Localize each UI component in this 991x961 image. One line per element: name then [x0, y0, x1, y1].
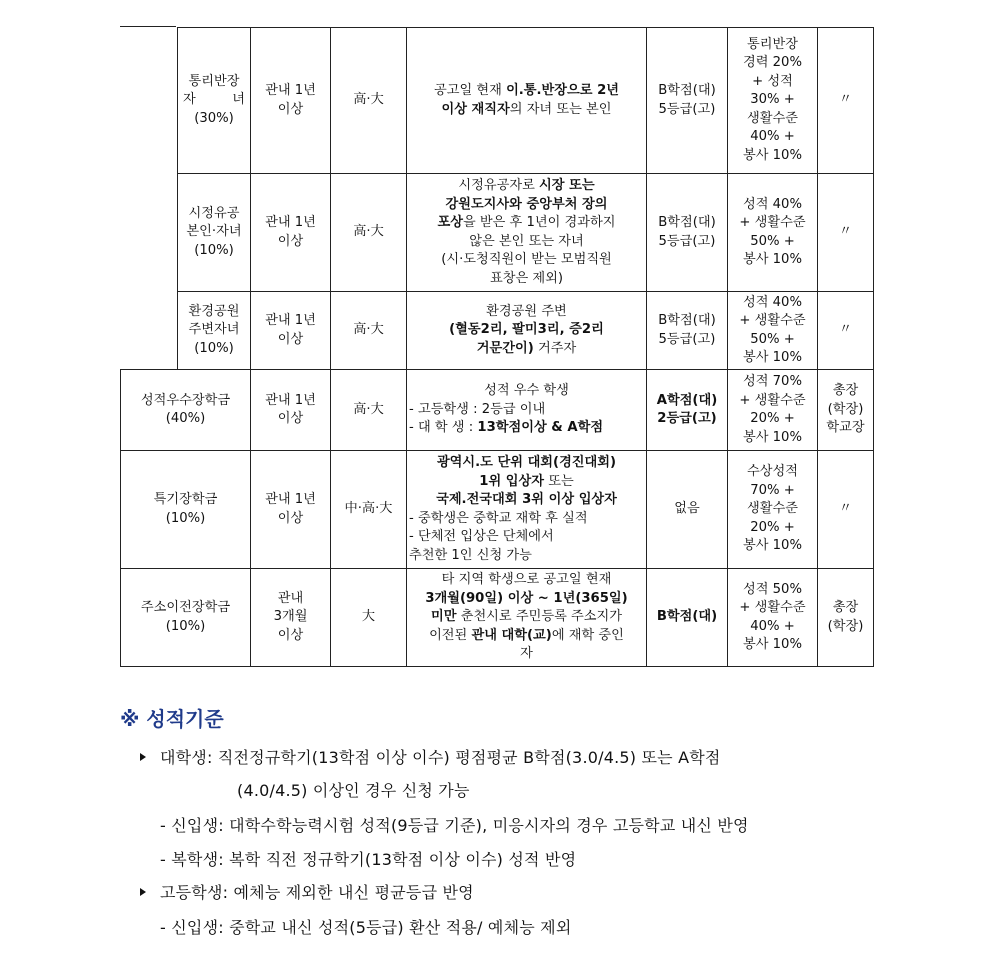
criteria-line: [409, 214, 644, 233]
grade_lines-line: 5등급(고): [658, 233, 716, 249]
note-highschool: 고등학생: 예체능 제외한 내신 평균등급 반영: [140, 880, 474, 903]
triangle-bullet-icon: [140, 888, 146, 896]
table-row: [121, 569, 874, 667]
criteria-line: [409, 321, 644, 340]
grade-requirement: [647, 292, 728, 370]
recommender_lines-line: 〃: [838, 92, 853, 108]
selection_lines-line: 40% +: [750, 618, 795, 634]
eligibility_lines-line: 관내 1년: [265, 492, 316, 507]
criteria-text: 성적 우수 학생: [484, 383, 569, 399]
name_lines-line: 주변자녀: [188, 322, 240, 338]
recommender: [818, 451, 874, 569]
name_lines-line: 환경공원: [188, 303, 240, 319]
recommender_lines-line: (학장): [827, 401, 864, 417]
criteria-text: 이상 재직자: [441, 101, 510, 117]
name_lines-part: 녀: [232, 92, 245, 108]
grade_lines-line: 2등급(고): [657, 411, 717, 426]
criteria-text: 타 지역 학생으로 공고일 현재: [441, 572, 612, 588]
selection_lines-line: 봉사 10%: [743, 252, 802, 267]
eligibility_lines-line: 이상: [277, 331, 304, 347]
selection_lines-line: 경력 20%: [743, 55, 802, 71]
selection_lines-line: 봉사 10%: [743, 429, 802, 445]
recommender_lines-line: 학교장: [826, 420, 865, 436]
recommender_lines-line: 〃: [838, 224, 853, 240]
category-group-spacer: [121, 292, 178, 370]
criteria-text: 공고일 현재: [433, 83, 507, 98]
selection_lines-line: 봉사 10%: [743, 538, 802, 554]
eligibility: [251, 28, 331, 174]
selection_lines-line: + 생활수준: [739, 600, 806, 615]
criteria-text: 포상: [437, 215, 463, 230]
selection_lines-line: 생활수준: [747, 110, 798, 126]
grade_lines-line: B학점(대): [656, 609, 718, 625]
criteria-line: [409, 645, 644, 664]
selection_lines-line: + 생활수준: [739, 392, 806, 408]
target-level: 高·大: [331, 28, 407, 174]
criteria-text: - 단체전 입상은 단체에서: [409, 529, 554, 544]
criteria: [407, 292, 647, 370]
selection_lines-line: 봉사 10%: [743, 147, 802, 163]
criteria-line: [409, 382, 644, 401]
scholarship-name: [121, 569, 251, 667]
criteria-line: [409, 303, 644, 322]
scholarship-name: [121, 451, 251, 569]
criteria-line: [409, 270, 644, 289]
name_lines-line: 본인·자녀: [186, 224, 242, 240]
criteria-line: [409, 510, 644, 529]
eligibility: [251, 292, 331, 370]
grade-requirement: [647, 174, 728, 292]
name_lines-line: (10%): [194, 242, 234, 258]
criteria-line: [409, 196, 644, 215]
recommender: [818, 370, 874, 451]
criteria-text: 자: [520, 646, 533, 662]
criteria-line: [409, 473, 644, 492]
name_lines-line: (10%): [165, 618, 206, 634]
criteria-text: 관내 대학(교): [471, 627, 552, 643]
scholarship-name: [121, 370, 251, 451]
grade-requirement: [647, 569, 728, 667]
table-row: [121, 451, 874, 569]
note-university-returning: - 복학생: 복학 직전 정규학기(13학점 이상 이수) 성적 반영: [160, 850, 577, 869]
scholarship-name: [178, 174, 251, 292]
eligibility_lines-line: 관내 1년: [265, 215, 316, 230]
target-level: 高·大: [331, 370, 407, 451]
criteria-text: 국제.전국대회 3위 이상 입상자: [436, 492, 617, 507]
selection_lines-line: 50% +: [750, 233, 795, 249]
grade_lines-line: B학점(대): [658, 215, 716, 230]
criteria-text: 거주자: [533, 340, 577, 356]
selection_lines-line: + 성적: [752, 73, 793, 89]
criteria: [407, 28, 647, 174]
grade_lines-line: A학점(대): [656, 392, 718, 408]
selection_lines-line: 생활수준: [747, 501, 798, 517]
criteria-text: 에 재학 중인: [551, 627, 624, 643]
note-university-freshman: - 신입생: 대학수학능력시험 성적(9등급 기준), 미응시자의 경우 고등학교 내신 반영: [160, 816, 749, 835]
criteria-text: 춘천시로 주민등록 주소지가: [456, 609, 622, 625]
grade_lines-line: 5등급(고): [658, 331, 716, 347]
category-group-spacer: [121, 28, 178, 174]
category-group-spacer: [121, 174, 178, 292]
selection-ratio: [728, 292, 818, 370]
criteria-text: 또는: [544, 473, 574, 489]
recommender: [818, 569, 874, 667]
note-highschool-freshman: - 신입생: 중학교 내신 성적(5등급) 환산 적용/ 예체능 제외: [160, 918, 572, 937]
eligibility: [251, 569, 331, 667]
grade-requirement: [647, 451, 728, 569]
criteria-text: 을 받은 후 1년이 경과하지: [462, 215, 616, 230]
criteria-line: [409, 590, 644, 609]
criteria-text: 미만: [431, 609, 457, 625]
criteria-line: [409, 571, 644, 590]
name_lines-justified-line: [183, 91, 245, 110]
criteria-line: [409, 547, 644, 566]
criteria-text: 않은 본인 또는 자녀: [469, 233, 584, 249]
grade_lines-line: B학점(대): [658, 313, 716, 328]
selection_lines-line: 50% +: [750, 331, 795, 347]
name_lines-line: [180, 91, 248, 110]
scholarship-name: [178, 292, 251, 370]
selection-ratio: [728, 174, 818, 292]
selection_lines-line: + 생활수준: [739, 215, 806, 230]
name_lines-line: (30%): [194, 110, 234, 126]
eligibility: [251, 174, 331, 292]
eligibility_lines-line: 이상: [277, 101, 304, 117]
name_lines-line: 성적우수장학금: [140, 392, 231, 408]
note-university: 대학생: 직전정규학기(13학점 이상 이수) 평점평균 B학점(3.0/4.5) 또는 A학점: [140, 745, 721, 768]
criteria-line: [409, 608, 644, 627]
criteria: [407, 370, 647, 451]
grade_lines-line: 없음: [674, 501, 700, 517]
table-row: [121, 28, 874, 174]
criteria-text: 추천한 1인 신청 가능: [409, 547, 532, 563]
selection_lines-line: 20% +: [750, 519, 795, 535]
eligibility_lines-line: 이상: [277, 411, 304, 426]
criteria-line: [409, 419, 644, 438]
target-level: 高·大: [331, 292, 407, 370]
recommender_lines-line: 〃: [838, 501, 853, 517]
selection_lines-line: 성적 40%: [743, 294, 802, 310]
criteria-text: 광역시.도 단위 대회(경진대회): [436, 455, 617, 470]
note-university-cont: (4.0/4.5) 이상인 경우 신청 가능: [237, 781, 470, 800]
criteria-line: [409, 251, 644, 270]
criteria-text: 표창은 제외): [489, 270, 564, 286]
selection_lines-line: 성적 50%: [743, 581, 802, 597]
name_lines-line: (40%): [165, 411, 206, 426]
selection_lines-line: 수상성적: [747, 464, 798, 480]
criteria-text: - 고등학생 : 2등급 이내: [409, 401, 546, 417]
selection_lines-line: 70% +: [750, 482, 795, 498]
criteria-text: (혈동2리, 팔미3리, 증2리: [449, 322, 604, 338]
name_lines-line: 특기장학금: [153, 492, 218, 507]
criteria-text: 1위 입상자: [479, 473, 545, 489]
criteria-text: 3개월(90일) 이상 ~ 1년(365일): [425, 590, 628, 606]
target-level: 高·大: [331, 174, 407, 292]
name_lines-line: (10%): [165, 510, 206, 526]
eligibility_lines-line: 이상: [277, 510, 304, 526]
selection_lines-line: 봉사 10%: [743, 350, 802, 365]
criteria-text: 시장 또는: [539, 178, 595, 193]
selection_lines-line: 성적 70%: [743, 374, 802, 389]
criteria-text: 강원도지사와 중앙부처 장의: [445, 196, 608, 212]
selection-ratio: [728, 370, 818, 451]
name_lines-line: 통리반장: [188, 73, 240, 89]
name_lines-line: (10%): [194, 340, 234, 356]
scholarship-name: [178, 28, 251, 174]
notes-heading: ※ 성적기준: [120, 707, 224, 731]
table-row: [121, 174, 874, 292]
criteria: [407, 174, 647, 292]
eligibility_lines-line: 관내 1년: [265, 83, 316, 98]
recommender: [818, 28, 874, 174]
criteria-text: 이.통.반장으로 2년: [506, 83, 620, 98]
grade_lines-line: B학점(대): [658, 83, 716, 98]
eligibility: [251, 451, 331, 569]
criteria: [407, 451, 647, 569]
selection_lines-line: 30% +: [750, 92, 795, 108]
criteria-text: - 중학생은 중학교 재학 후 실적: [409, 510, 588, 526]
recommender_lines-line: 총장: [832, 383, 859, 399]
recommender: [818, 174, 874, 292]
selection_lines-line: + 생활수준: [739, 313, 806, 328]
criteria-line: [409, 101, 644, 120]
recommender: [818, 292, 874, 370]
recommender_lines-line: (학장): [827, 618, 864, 634]
criteria-text: - 대 학 생 :: [409, 420, 478, 436]
eligibility_lines-line: 이상: [277, 627, 304, 643]
criteria-line: [409, 340, 644, 359]
scholarship-table: [120, 27, 874, 667]
triangle-bullet-icon: [140, 753, 146, 761]
selection_lines-line: 40% +: [750, 129, 795, 145]
criteria-text: 시정유공자로: [458, 178, 540, 193]
selection_lines-line: 봉사 10%: [743, 637, 802, 652]
criteria-line: [409, 454, 644, 473]
criteria-line: [409, 401, 644, 420]
eligibility_lines-line: 관내 1년: [265, 313, 316, 328]
eligibility_lines-line: 관내 1년: [265, 392, 316, 408]
name_lines-part: 자: [183, 92, 196, 108]
target-level: 大: [331, 569, 407, 667]
grade_lines-line: 5등급(고): [658, 101, 716, 117]
criteria-line: [409, 528, 644, 547]
eligibility_lines-line: 이상: [277, 233, 304, 249]
selection-ratio: [728, 569, 818, 667]
criteria-text: 13학점이상 & A학점: [477, 420, 604, 436]
criteria-line: [409, 233, 644, 252]
criteria: [407, 569, 647, 667]
criteria-line: [409, 627, 644, 646]
criteria-text: (시·도청직원이 받는 모범직원: [441, 252, 612, 267]
selection_lines-line: 20% +: [750, 411, 795, 426]
selection-ratio: [728, 28, 818, 174]
criteria-line: [409, 82, 644, 101]
name_lines-line: 주소이전장학금: [140, 600, 231, 615]
target-level: 中·高·大: [331, 451, 407, 569]
criteria-line: [409, 177, 644, 196]
eligibility: [251, 370, 331, 451]
name_lines-line: 시정유공: [188, 205, 240, 221]
criteria-text: 이전된: [429, 627, 472, 643]
criteria-text: 거문간이): [476, 340, 534, 356]
table-row: [121, 292, 874, 370]
table-row: [121, 370, 874, 451]
criteria-text: 환경공원 주변: [486, 303, 567, 319]
eligibility_lines-line: 3개월: [273, 609, 308, 625]
criteria-text: 의 자녀 또는 본인: [509, 101, 612, 117]
grade-requirement: [647, 28, 728, 174]
recommender_lines-line: 총장: [832, 600, 859, 615]
eligibility_lines-line: 관내: [277, 590, 304, 606]
selection_lines-line: 성적 40%: [743, 196, 802, 212]
selection_lines-line: 통리반장: [747, 36, 798, 52]
recommender_lines-line: 〃: [838, 322, 853, 338]
criteria-line: [409, 491, 644, 510]
selection-ratio: [728, 451, 818, 569]
grade-requirement: [647, 370, 728, 451]
